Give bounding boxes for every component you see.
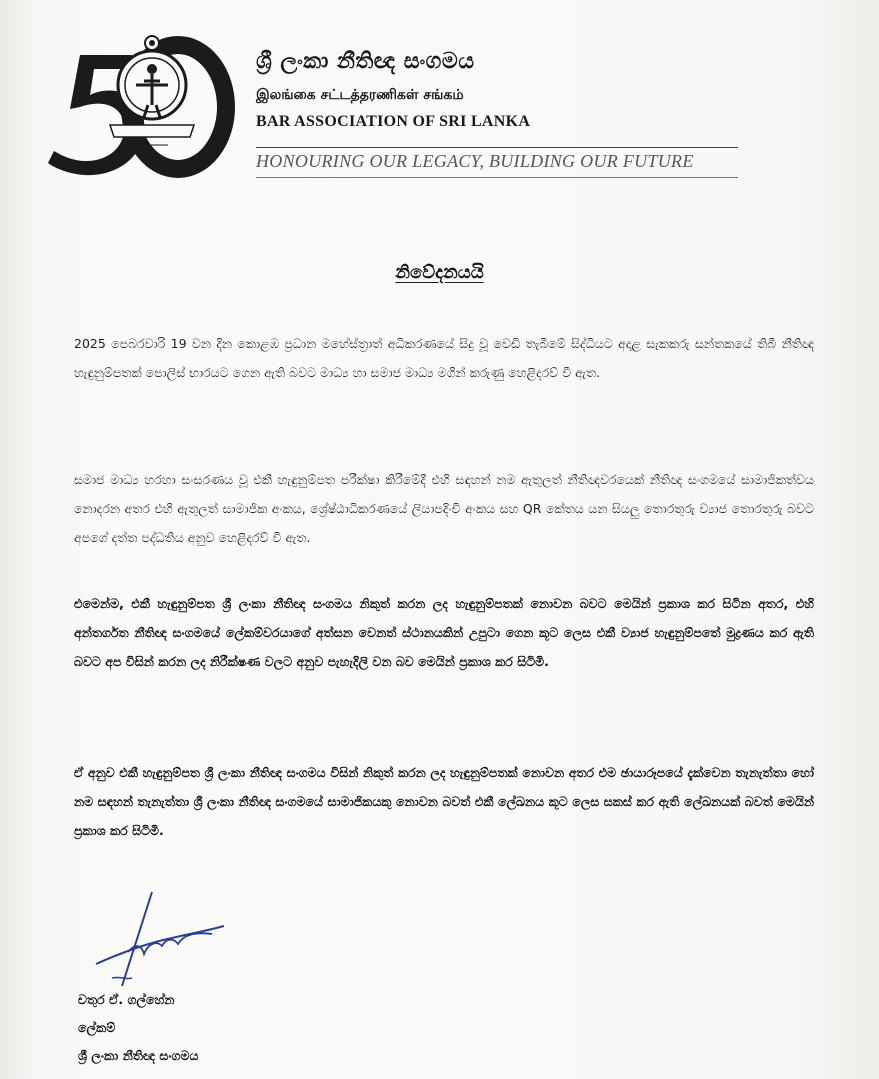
signatory-block (78, 986, 198, 1070)
notice-paragraph-4: ඒ අනුව එකී හැඳුනුම්පත ශ්‍රී ලංකා නීතිඥ සංගමය විසින් නිකුත් කරන ලද හැඳුනුම්පතක් නොවන අතර එම ඡායාරූපයේ දැක්වෙන තැනැත්තා හෝ නම සඳහන් තැනැත්තා ශ්‍රී ලංකා නීතිඥ සංගමයේ සාමාජිකයකු නොවන බවත් එකී ලේඛනය කූට ලෙස සකස් කර ඇති ලේඛනයක් බවත් මෙයින් ප්‍රකාශ කර සිටිමි. (74, 764, 814, 838)
motto-top-rule (256, 147, 738, 148)
org-name-sinhala: ශ්‍රී ලංකා නීතිඥ සංගමය (256, 49, 475, 74)
letterhead (40, 25, 840, 185)
notice-paragraph-1: 2025 පෙබරවාරි 19 වන දින කොළඹ ප්‍රධාන මහේස්ත්‍රාත් අධිකරණයේ සිදු වූ වෙඩි තැබීමේ සිද්ධියට අදාළ සැකකරු සන්තකයේ තිබී නීතිඥ හැඳුනුම්පතක් පොලිස් භාරයට ගෙන ඇති බවට මාධ්‍ය හා සමාජ මාධ්‍ය මගින් කරුණු හෙළිදරව් වී ඇත. (74, 335, 814, 380)
signatory-name: චතුර ඒ. ගල්හේන (78, 992, 175, 1007)
signatory-organization: ශ්‍රී ලංකා නීතිඥ සංගමය (78, 1048, 199, 1063)
signatory-designation: ලේකම් (78, 1020, 116, 1035)
notice-title-text: නිවේදනයයි (395, 262, 484, 283)
motto: HONOURING OUR LEGACY, BUILDING OUR FUTURE (256, 151, 694, 171)
org-name-tamil: இலங்கை சட்டத்தரணிகள் சங்கம் (256, 87, 464, 103)
handwritten-signature (92, 882, 252, 992)
org-name-english: BAR ASSOCIATION OF SRI LANKA (256, 113, 531, 130)
notice-title (0, 262, 879, 283)
motto-bottom-rule (256, 177, 738, 178)
bar-association-50-years-logo (40, 25, 240, 185)
notice-paragraph-3: එමෙන්ම, එකී හැඳුනුම්පත ශ්‍රී ලංකා නීතිඥ සංගමය නිකුත් කරන ලද හැඳුනුම්පතක් නොවන බවට මෙයින් ප්‍රකාශ කර සිටින අතර, එහි අන්තර්ගත නීතිඥ සංගමයේ ලේකම්වරයාගේ අත්සන වෙනත් ස්ථානයකින් උපුටා ගෙන කූට ලෙස එකී ව්‍යාජ හැඳුනුම්පතේ මුද්‍රණය කර ඇති බවට අප විසින් කරන ලද නිරීක්ෂණ වලට අනුව පැහැදිලි වන බව මෙයින් ප්‍රකාශ කර සිටිමි. (74, 595, 814, 669)
notice-paragraph-2: සමාජ මාධ්‍ය හරහා සංසරණය වූ එකී හැඳුනුම්පත පරීක්ෂා කිරීමේදී එහි සඳහන් නම ඇතුලත් නීතිඥවරයෙක් නීතිඥ සංගමයේ සාමාජිකත්වය නොදරන අතර එහි ඇතුලත් සාමාජික අංකය, ශ්‍රේෂ්ඨාධිකරණයේ ලියාපදිංචි අංකය සහ QR කේතය යන සියලු තොරතුරු ව්‍යාජ තොරතුරු බවට අපගේ දත්ත පද්ධතිය අනුව හෙළිදරව් වී ඇත. (74, 471, 814, 545)
